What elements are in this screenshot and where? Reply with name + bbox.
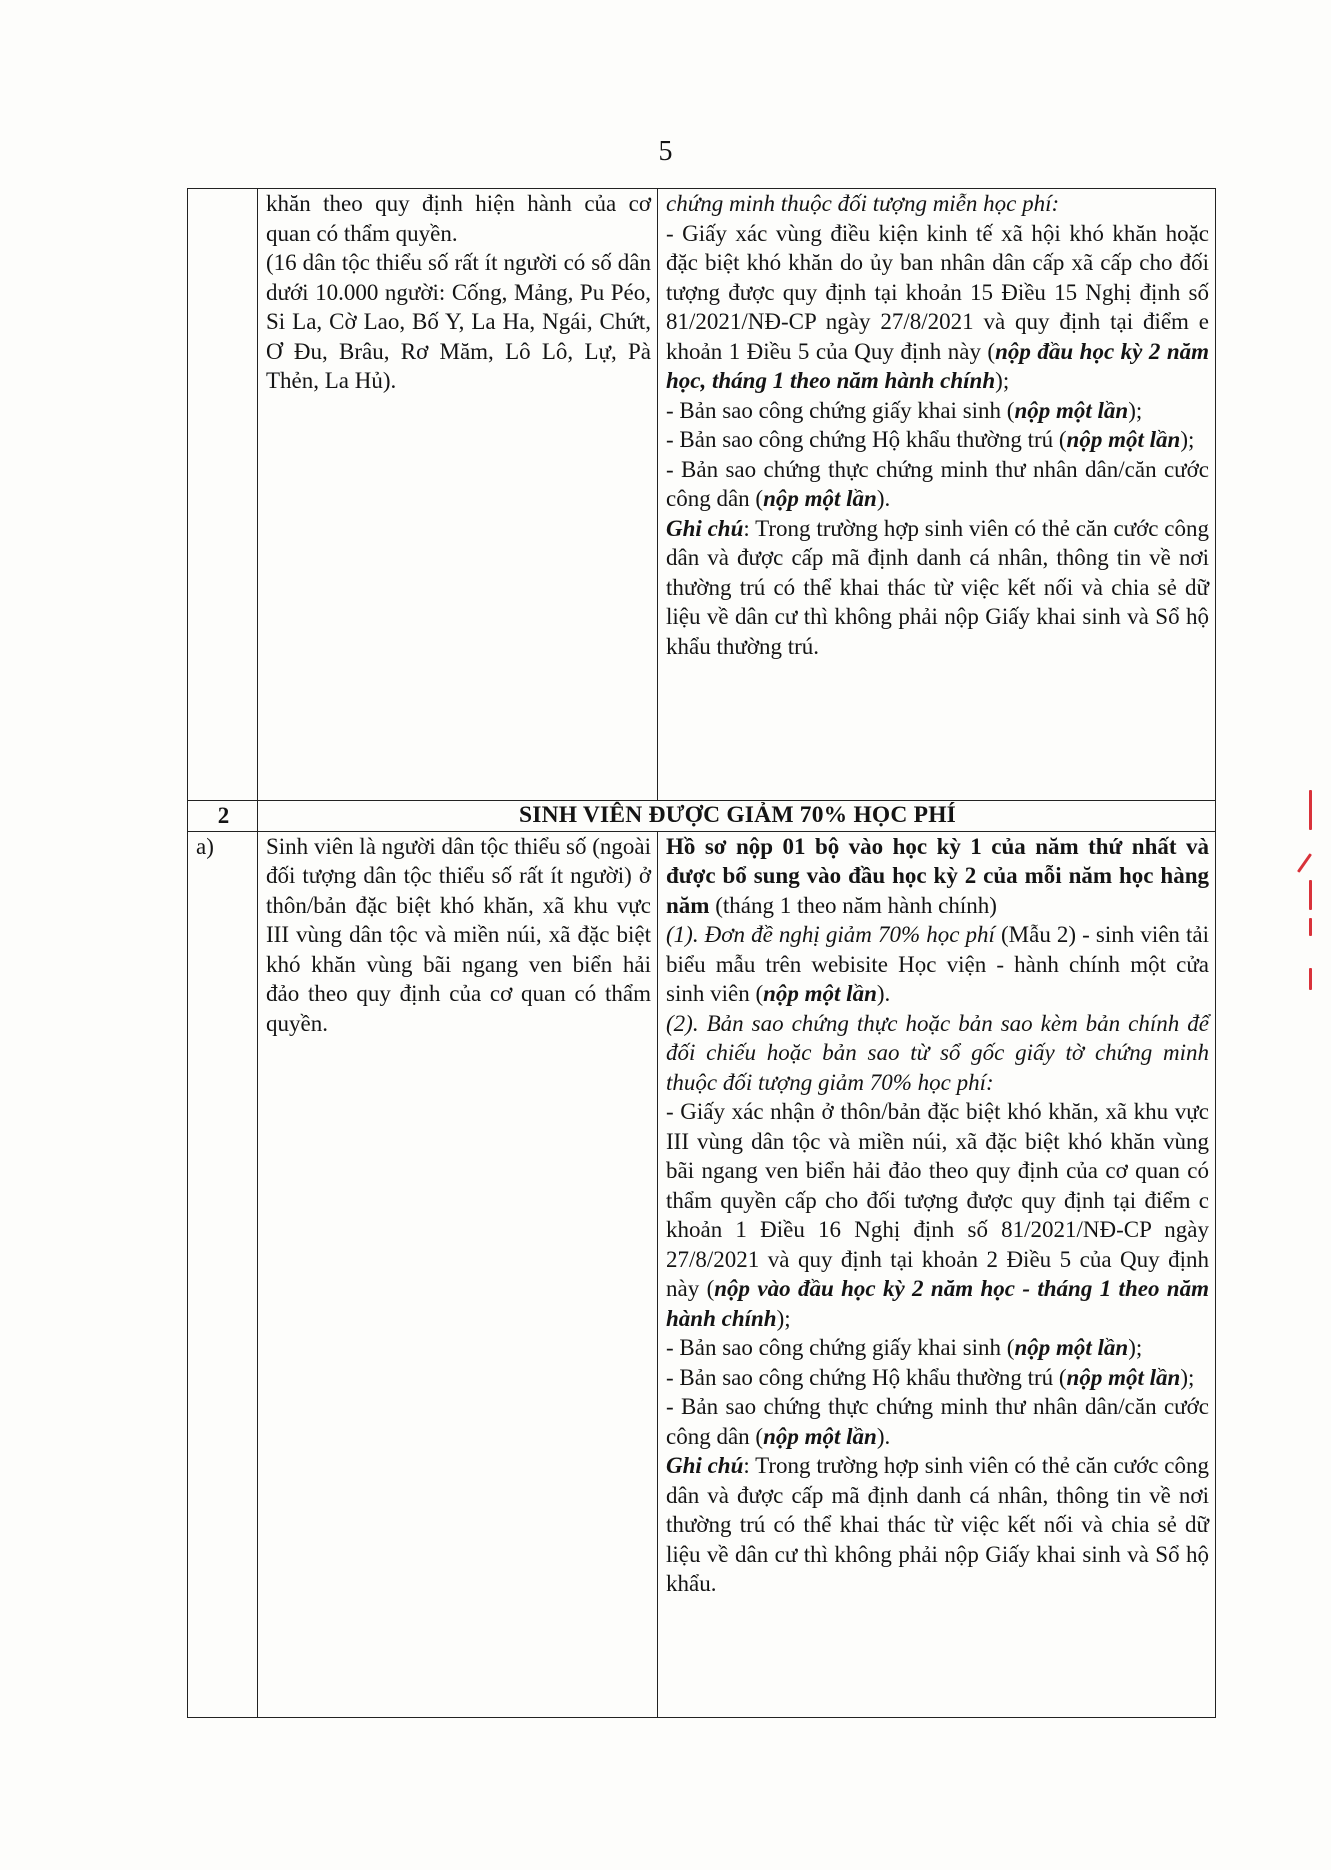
eligibility-cell	[258, 831, 658, 1717]
eligibility-text: khăn theo quy định hiện hành của cơ quan có thẩm quyền.	[266, 191, 651, 246]
section-header-row	[188, 801, 1216, 832]
eligibility-text: Sinh viên là người dân tộc thiểu số (ngoài đối tượng dân tộc thiểu số rất ít người) ở thôn/bản đặc biệt khó khăn, xã khu vực III vùng dân tộc và miền núi, xã đặc biệt khó khăn vùng bãi ngang ven biển hải đảo theo quy định của cơ quan có thẩm quyền.	[266, 833, 651, 1036]
document-item: - Bản sao chứng thực chứng minh thư nhân dân/căn cước công dân (nộp một lần).	[666, 1394, 1209, 1449]
document-item: - Giấy xác nhận ở thôn/bản đặc biệt khó khăn, xã khu vực III vùng dân tộc và miền núi, xã đặc biệt khó khăn vùng bãi ngang ven biển hải đảo theo quy định của cơ quan có thẩm quyền cấp cho đối tượng được quy định tại điểm c khoản 1 Điều 16 Nghị định số 81/2021/NĐ-CP ngày 27/8/2021 và quy định tại khoản 2 Điều 5 của Quy định này (nộp vào đầu học kỳ 2 năm học - tháng 1 theo năm hành chính);	[666, 1099, 1209, 1331]
document-item: (1). Đơn đề nghị giảm 70% học phí (Mẫu 2) - sinh viên tải biểu mẫu trên webisite Học viện - hành chính một cửa sinh viên (nộp một lần).	[666, 922, 1209, 1006]
regulation-table	[187, 188, 1216, 1718]
documents-cell	[658, 831, 1216, 1717]
row-index: a)	[188, 831, 258, 1717]
note: Ghi chú: Trong trường hợp sinh viên có thẻ căn cước công dân và được cấp mã định danh cá nhân, thông tin về nơi thường trú có thể khai thác từ việc kết nối và chia sẻ dữ liệu về dân cư thì không phải nộp Giấy khai sinh và Sổ hộ khẩu thường trú.	[666, 515, 1209, 659]
document-item: (2). Bản sao chứng thực hoặc bản sao kèm bản chính để đối chiếu hoặc bản sao từ sổ gốc giấy tờ chứng minh thuộc đối tượng giảm 70% học phí:	[666, 1010, 1209, 1095]
margin-mark	[1309, 918, 1312, 936]
note-label: Ghi chú	[666, 515, 744, 541]
document-item: - Bản sao chứng thực chứng minh thư nhân dân/căn cước công dân (nộp một lần).	[666, 456, 1209, 511]
margin-mark	[1309, 968, 1312, 990]
section-number: 2	[188, 801, 258, 832]
document-item: - Bản sao công chứng Hộ khẩu thường trú (nộp một lần);	[666, 427, 1195, 452]
margin-mark	[1309, 790, 1312, 830]
note-label: Ghi chú	[666, 1453, 744, 1478]
document-item: - Giấy xác vùng điều kiện kinh tế xã hội khó khăn hoặc đặc biệt khó khăn do ủy ban nhân dân cấp xã cấp cho đối tượng được quy định tại khoản 15 Điều 15 Nghị định số 81/2021/NĐ-CP ngày 27/8/2021 và quy định tại điểm e khoản 1 Điều 5 của Quy định này (nộp đầu học kỳ 2 năm học, tháng 1 theo năm hành chính);	[666, 220, 1209, 393]
table-row-a	[188, 831, 1216, 1717]
document-item: - Bản sao công chứng giấy khai sinh (nộp một lần);	[666, 1335, 1143, 1360]
margin-mark	[1297, 853, 1312, 873]
documents-cell	[658, 189, 1216, 801]
ethnic-groups-list: (16 dân tộc thiểu số rất ít người có số dân dưới 10.000 người: Cống, Mảng, Pu Péo, Si La, Cờ Lao, Bố Y, La Ha, Ngái, Chứt, Ơ Đu, Brâu, Rơ Măm, Lô Lô, Lự, Pà Thẻn, La Hủ).	[266, 250, 651, 393]
page-number: 5	[658, 136, 673, 167]
documents-intro: chứng minh thuộc đối tượng miễn học phí:	[666, 191, 1060, 216]
note: Ghi chú: Trong trường hợp sinh viên có thẻ căn cước công dân và được cấp mã định danh cá nhân, thông tin về nơi thường trú có thể khai thác từ việc kết nối và chia sẻ dữ liệu về dân cư thì không phải nộp Giấy khai sinh và Sổ hộ khẩu.	[666, 1453, 1209, 1596]
document-item: - Bản sao công chứng Hộ khẩu thường trú (nộp một lần);	[666, 1364, 1195, 1390]
table-row-continued	[188, 189, 1216, 801]
document-item: - Bản sao công chứng giấy khai sinh (nộp một lần);	[666, 397, 1143, 423]
row-index-cell-empty	[188, 189, 258, 801]
documents-heading: Hồ sơ nộp 01 bộ vào học kỳ 1 của năm thứ nhất và được bổ sung vào đầu học kỳ 2 của mỗi năm học hàng năm (tháng 1 theo năm hành chính)	[666, 833, 1209, 918]
section-title: SINH VIÊN ĐƯỢC GIẢM 70% HỌC PHÍ	[258, 801, 1216, 832]
eligibility-cell	[258, 189, 658, 801]
margin-mark	[1309, 880, 1312, 910]
